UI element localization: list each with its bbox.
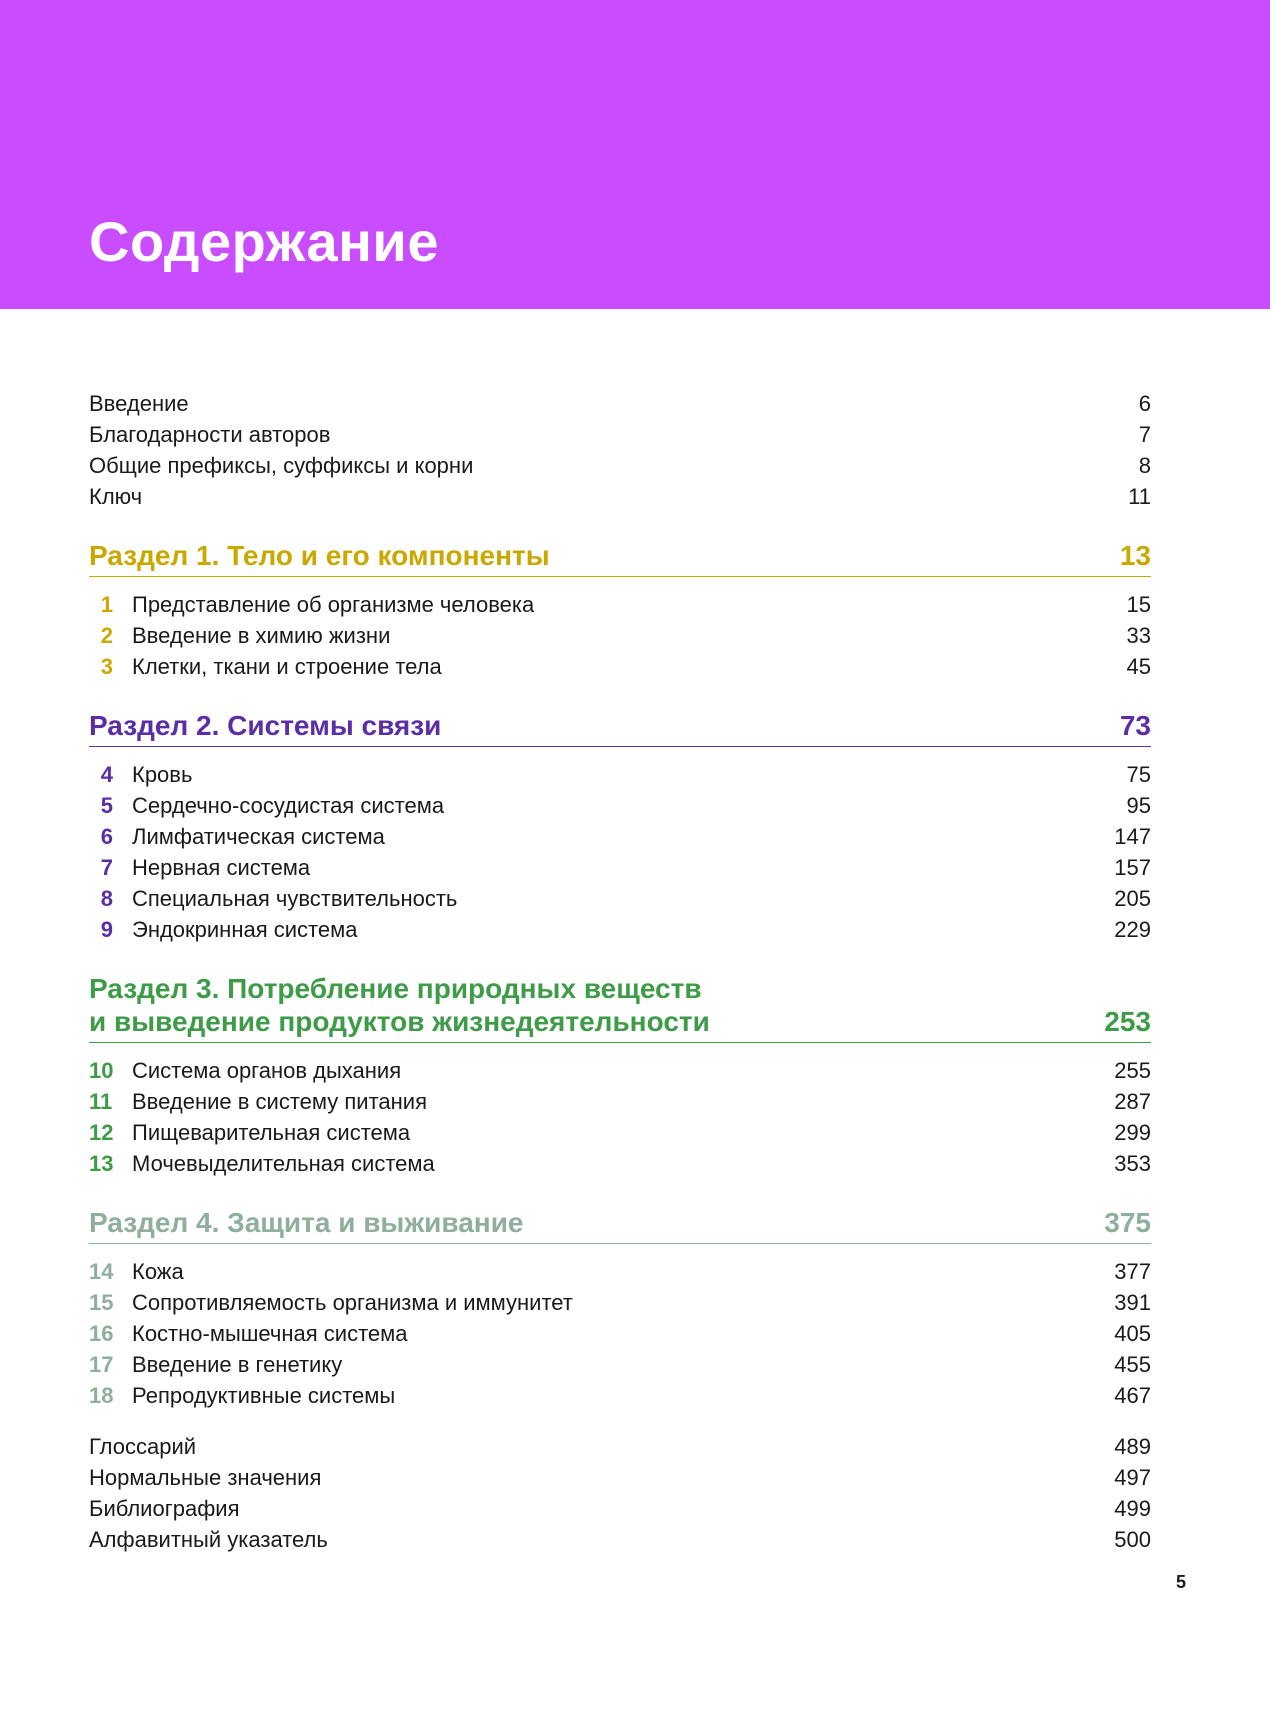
chapter-title: Кожа — [132, 1259, 184, 1284]
chapter-page: 33 — [1126, 623, 1151, 648]
chapter-label — [89, 1117, 410, 1148]
chapter-entry[interactable] — [89, 790, 1151, 821]
chapter-number: 17 — [89, 1352, 114, 1377]
chapter-label — [89, 1256, 184, 1287]
chapter-page: 353 — [1114, 1151, 1151, 1176]
chapter-title: Мочевыделительная система — [132, 1151, 435, 1176]
chapter-page: 255 — [1114, 1058, 1151, 1083]
chapter-title: Эндокринная система — [132, 917, 358, 942]
chapter-title: Клетки, ткани и строение тела — [132, 654, 442, 679]
chapter-entry[interactable] — [89, 1117, 1151, 1148]
toc-entry-label: Общие префиксы, суффиксы и корни — [89, 453, 474, 478]
chapter-label — [89, 1086, 427, 1117]
toc-entry-label: Библиография — [89, 1496, 240, 1521]
front-matter-list — [89, 388, 1151, 512]
chapter-title: Сердечно-сосудистая система — [132, 793, 445, 818]
chapter-label — [89, 883, 457, 914]
chapter-number: 12 — [89, 1120, 114, 1145]
toc-entry-label: Благодарности авторов — [89, 422, 331, 447]
toc-entry-page: 7 — [1138, 422, 1151, 447]
chapter-title: Нервная система — [132, 855, 311, 880]
chapter-label — [89, 1380, 395, 1411]
chapter-entry[interactable] — [89, 914, 1151, 945]
chapter-page: 75 — [1126, 762, 1151, 787]
toc-entry[interactable] — [89, 388, 1151, 419]
section-heading[interactable] — [89, 709, 1151, 747]
chapter-entry[interactable] — [89, 1086, 1151, 1117]
chapter-number: 9 — [100, 917, 113, 942]
chapter-entry[interactable] — [89, 883, 1151, 914]
sections-list — [89, 539, 1151, 1411]
chapter-page: 147 — [1114, 824, 1151, 849]
chapter-list — [89, 1055, 1151, 1179]
chapter-label — [89, 790, 444, 821]
chapter-title: Костно-мышечная система — [132, 1321, 408, 1346]
chapter-label — [89, 1055, 401, 1086]
chapter-list — [89, 759, 1151, 945]
chapter-entry[interactable] — [89, 1318, 1151, 1349]
toc-entry[interactable] — [89, 1431, 1151, 1462]
chapter-title: Система органов дыхания — [132, 1058, 402, 1083]
chapter-title: Введение в генетику — [132, 1352, 343, 1377]
toc-entry-label: Алфавитный указатель — [89, 1527, 328, 1552]
chapter-page: 455 — [1114, 1352, 1151, 1377]
chapter-label — [89, 914, 357, 945]
chapter-label — [89, 589, 534, 620]
chapter-label — [89, 821, 385, 852]
chapter-entry[interactable] — [89, 589, 1151, 620]
chapter-entry[interactable] — [89, 852, 1151, 883]
section-page: 375 — [1104, 1207, 1151, 1238]
chapter-number: 3 — [100, 654, 113, 679]
section-title: Раздел 1. Тело и его компоненты — [89, 540, 550, 571]
toc-entry-label: Введение — [89, 391, 189, 416]
chapter-title: Представление об организме человека — [132, 592, 535, 617]
chapter-page: 229 — [1114, 917, 1151, 942]
toc-section — [89, 972, 1151, 1179]
chapter-page: 287 — [1114, 1089, 1151, 1114]
chapter-number: 2 — [100, 623, 113, 648]
toc-entry[interactable] — [89, 450, 1151, 481]
chapter-entry[interactable] — [89, 620, 1151, 651]
section-heading[interactable] — [89, 1206, 1151, 1244]
chapter-page: 15 — [1126, 592, 1151, 617]
toc-section — [89, 709, 1151, 945]
section-page: 253 — [1104, 1006, 1151, 1037]
chapter-page: 205 — [1114, 886, 1151, 911]
chapter-title: Специальная чувствительность — [132, 886, 458, 911]
chapter-title: Введение в химию жизни — [132, 623, 391, 648]
toc-section — [89, 539, 1151, 682]
chapter-number: 15 — [89, 1290, 114, 1315]
chapter-page: 377 — [1114, 1259, 1151, 1284]
chapter-label — [89, 852, 310, 883]
section-title: Раздел 2. Системы связи — [89, 710, 442, 741]
toc-entry-page: 497 — [1114, 1465, 1151, 1490]
chapter-number: 1 — [100, 592, 113, 617]
section-page: 73 — [1119, 710, 1151, 741]
toc-entry[interactable] — [89, 1493, 1151, 1524]
chapter-title: Лимфатическая система — [132, 824, 385, 849]
section-title: Раздел 3. Потребление природных веществ и выведение продуктов жизнедеятельности — [89, 973, 710, 1037]
chapter-page: 391 — [1114, 1290, 1151, 1315]
page-title: Содержание — [89, 210, 439, 273]
toc-entry[interactable] — [89, 481, 1151, 512]
chapter-number: 8 — [100, 886, 113, 911]
chapter-entry[interactable] — [89, 651, 1151, 682]
section-heading[interactable] — [89, 539, 1151, 577]
toc-entry-label: Глоссарий — [89, 1434, 197, 1459]
toc-entry[interactable] — [89, 1524, 1151, 1555]
chapter-entry[interactable] — [89, 1256, 1151, 1287]
chapter-number: 14 — [89, 1259, 114, 1284]
table-of-contents — [89, 388, 1151, 1555]
chapter-number: 6 — [100, 824, 113, 849]
toc-entry-page: 489 — [1114, 1434, 1151, 1459]
chapter-label — [89, 1318, 408, 1349]
chapter-entry[interactable] — [89, 821, 1151, 852]
chapter-entry[interactable] — [89, 1380, 1151, 1411]
chapter-page: 299 — [1114, 1120, 1151, 1145]
chapter-list — [89, 589, 1151, 682]
chapter-page: 95 — [1126, 793, 1151, 818]
chapter-label — [89, 620, 390, 651]
page-number: 5 — [1176, 1572, 1187, 1592]
chapter-label — [89, 1349, 342, 1380]
chapter-number: 13 — [89, 1151, 114, 1176]
toc-section — [89, 1206, 1151, 1411]
toc-entry-page: 8 — [1138, 453, 1151, 478]
chapter-entry[interactable] — [89, 1349, 1151, 1380]
section-title: Раздел 4. Защита и выживание — [89, 1207, 524, 1238]
header-banner — [0, 0, 1270, 309]
section-heading[interactable] — [89, 972, 1151, 1043]
chapter-label — [89, 651, 442, 682]
chapter-title: Пищеварительная система — [132, 1120, 411, 1145]
toc-entry-label: Нормальные значения — [89, 1465, 322, 1490]
chapter-title: Кровь — [132, 762, 193, 787]
chapter-number: 4 — [100, 762, 113, 787]
chapter-page: 405 — [1114, 1321, 1151, 1346]
toc-entry-page: 500 — [1114, 1527, 1151, 1552]
chapter-number: 11 — [89, 1089, 113, 1114]
chapter-title: Сопротивляемость организма и иммунитет — [132, 1290, 573, 1315]
chapter-list — [89, 1256, 1151, 1411]
chapter-number: 10 — [89, 1058, 114, 1083]
toc-entry-page: 11 — [1128, 484, 1151, 509]
chapter-entry[interactable] — [89, 1287, 1151, 1318]
toc-entry[interactable] — [89, 1462, 1151, 1493]
toc-entry-page: 499 — [1114, 1496, 1151, 1521]
chapter-entry[interactable] — [89, 1148, 1151, 1179]
chapter-title: Репродуктивные системы — [132, 1383, 396, 1408]
chapter-entry[interactable] — [89, 1055, 1151, 1086]
chapter-number: 18 — [89, 1383, 114, 1408]
chapter-page: 45 — [1126, 654, 1151, 679]
chapter-label — [89, 1148, 435, 1179]
chapter-page: 157 — [1114, 855, 1151, 880]
chapter-number: 5 — [100, 793, 113, 818]
toc-entry-label: Ключ — [89, 484, 143, 509]
toc-entry[interactable] — [89, 419, 1151, 450]
chapter-label — [89, 1287, 573, 1318]
chapter-number: 16 — [89, 1321, 114, 1346]
back-matter-list — [89, 1431, 1151, 1555]
chapter-number: 7 — [100, 855, 113, 880]
toc-entry-page: 6 — [1138, 391, 1151, 416]
chapter-page: 467 — [1114, 1383, 1151, 1408]
chapter-entry[interactable] — [89, 759, 1151, 790]
chapter-title: Введение в систему питания — [132, 1089, 427, 1114]
section-page: 13 — [1119, 540, 1151, 571]
chapter-label — [89, 759, 192, 790]
